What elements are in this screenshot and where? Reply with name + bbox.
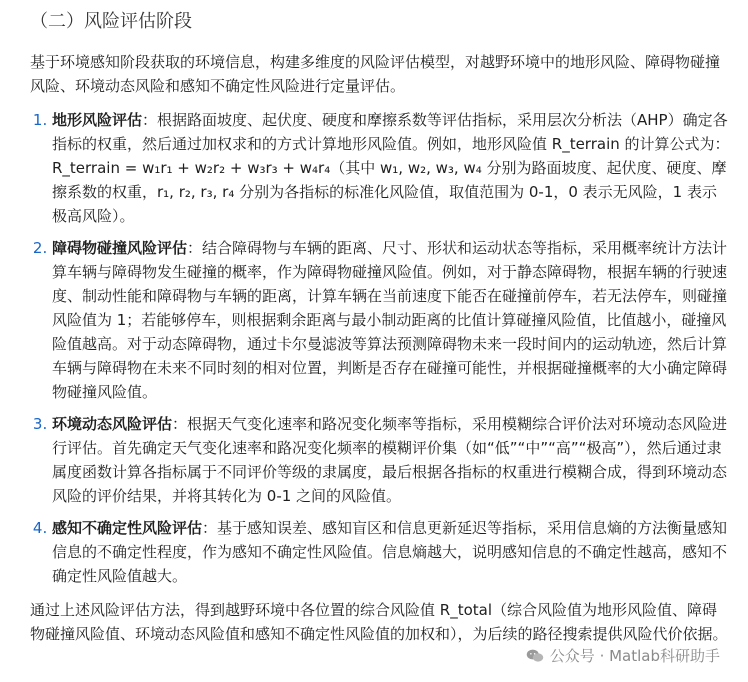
assessment-list [30, 108, 730, 588]
item-title: 环境动态风险评估 [52, 415, 173, 433]
list-item-environment [52, 412, 730, 508]
list-item-perception [52, 516, 730, 588]
list-item-obstacle [52, 236, 730, 404]
conclusion-paragraph: 通过上述风险评估方法，得到越野环境中各位置的综合风险值 R_total（综合风险值为地形风险值、障碍物碰撞风险值、环境动态风险值和感知不确定性风险值的加权和），为后续的路径搜索提供风险代价依据。 [30, 601, 728, 643]
intro-paragraph: 基于环境感知阶段获取的环境信息，构建多维度的风险评估模型，对越野环境中的地形风险、障碍物碰撞风险、环境动态风险和感知不确定性风险进行定量评估。 [30, 53, 721, 95]
watermark-text: 公众号 · Matlab科研助手 [549, 647, 720, 665]
item-body: ：根据天气变化速率和路况变化频率等指标，采用模糊综合评价法对环境动态风险进行评估。首先确定天气变化速率和路况变化频率的模糊评价集（如“低”“中”“高”“极高”），然后通过隶属度函数计算各指标属于不同评价等级的隶属度，最后根据各指标的权重进行模糊合成，得到环境动态风险的评价结果，并将其转化为 0-1 之间的风险值。 [52, 415, 728, 505]
item-title: 地形风险评估 [52, 111, 143, 129]
watermark [526, 644, 720, 668]
wechat-icon [526, 648, 544, 664]
list-item-terrain [52, 108, 730, 228]
section-heading: （二）风险评估阶段 [30, 11, 192, 32]
item-title: 障碍物碰撞风险评估 [52, 239, 188, 257]
item-body: ：基于感知误差、感知盲区和信息更新延迟等指标，采用信息熵的方法衡量感知信息的不确定性程度，作为感知不确定性风险值。信息熵越大，说明感知信息的不确定性越高，感知不确定性风险值越大。 [52, 519, 728, 585]
item-body: ：根据路面坡度、起伏度、硬度和摩擦系数等评估指标，采用层次分析法（AHP）确定各指标的权重，然后通过加权求和的方式计算地形风险值。例如，地形风险值 R_terrain 的计算公式为：R_terrain = w₁r₁ + w₂r₂ + w₃r₃ + w₄r₄（其中 w₁, w₂, w₃, w₄ 分别为路面坡度、起伏度、硬度、摩擦系数的权重，r₁, r₂, r₃, r₄ 分别为各指标的标准化风险值，取值范围为 0-1，0 表示无风险，1 表示极高风险）。 [52, 111, 730, 225]
item-title: 感知不确定性风险评估 [52, 519, 203, 537]
item-body: ：结合障碍物与车辆的距离、尺寸、形状和运动状态等指标，采用概率统计方法计算车辆与障碍物发生碰撞的概率，作为障碍物碰撞风险值。例如，对于静态障碍物，根据车辆的行驶速度、制动性能和障碍物与车辆的距离，计算车辆在当前速度下能否在碰撞前停车，若无法停车，则碰撞风险值为 1；若能够停车，则根据剩余距离与最小制动距离的比值计算碰撞风险值，比值越小，碰撞风险值越高。对于动态障碍物，通过卡尔曼滤波等算法预测障碍物未来一段时间内的运动轨迹，然后计算车辆与障碍物在未来不同时刻的相对位置，判断是否存在碰撞可能性，并根据碰撞概率的大小确定障碍物碰撞风险值。 [52, 239, 728, 401]
